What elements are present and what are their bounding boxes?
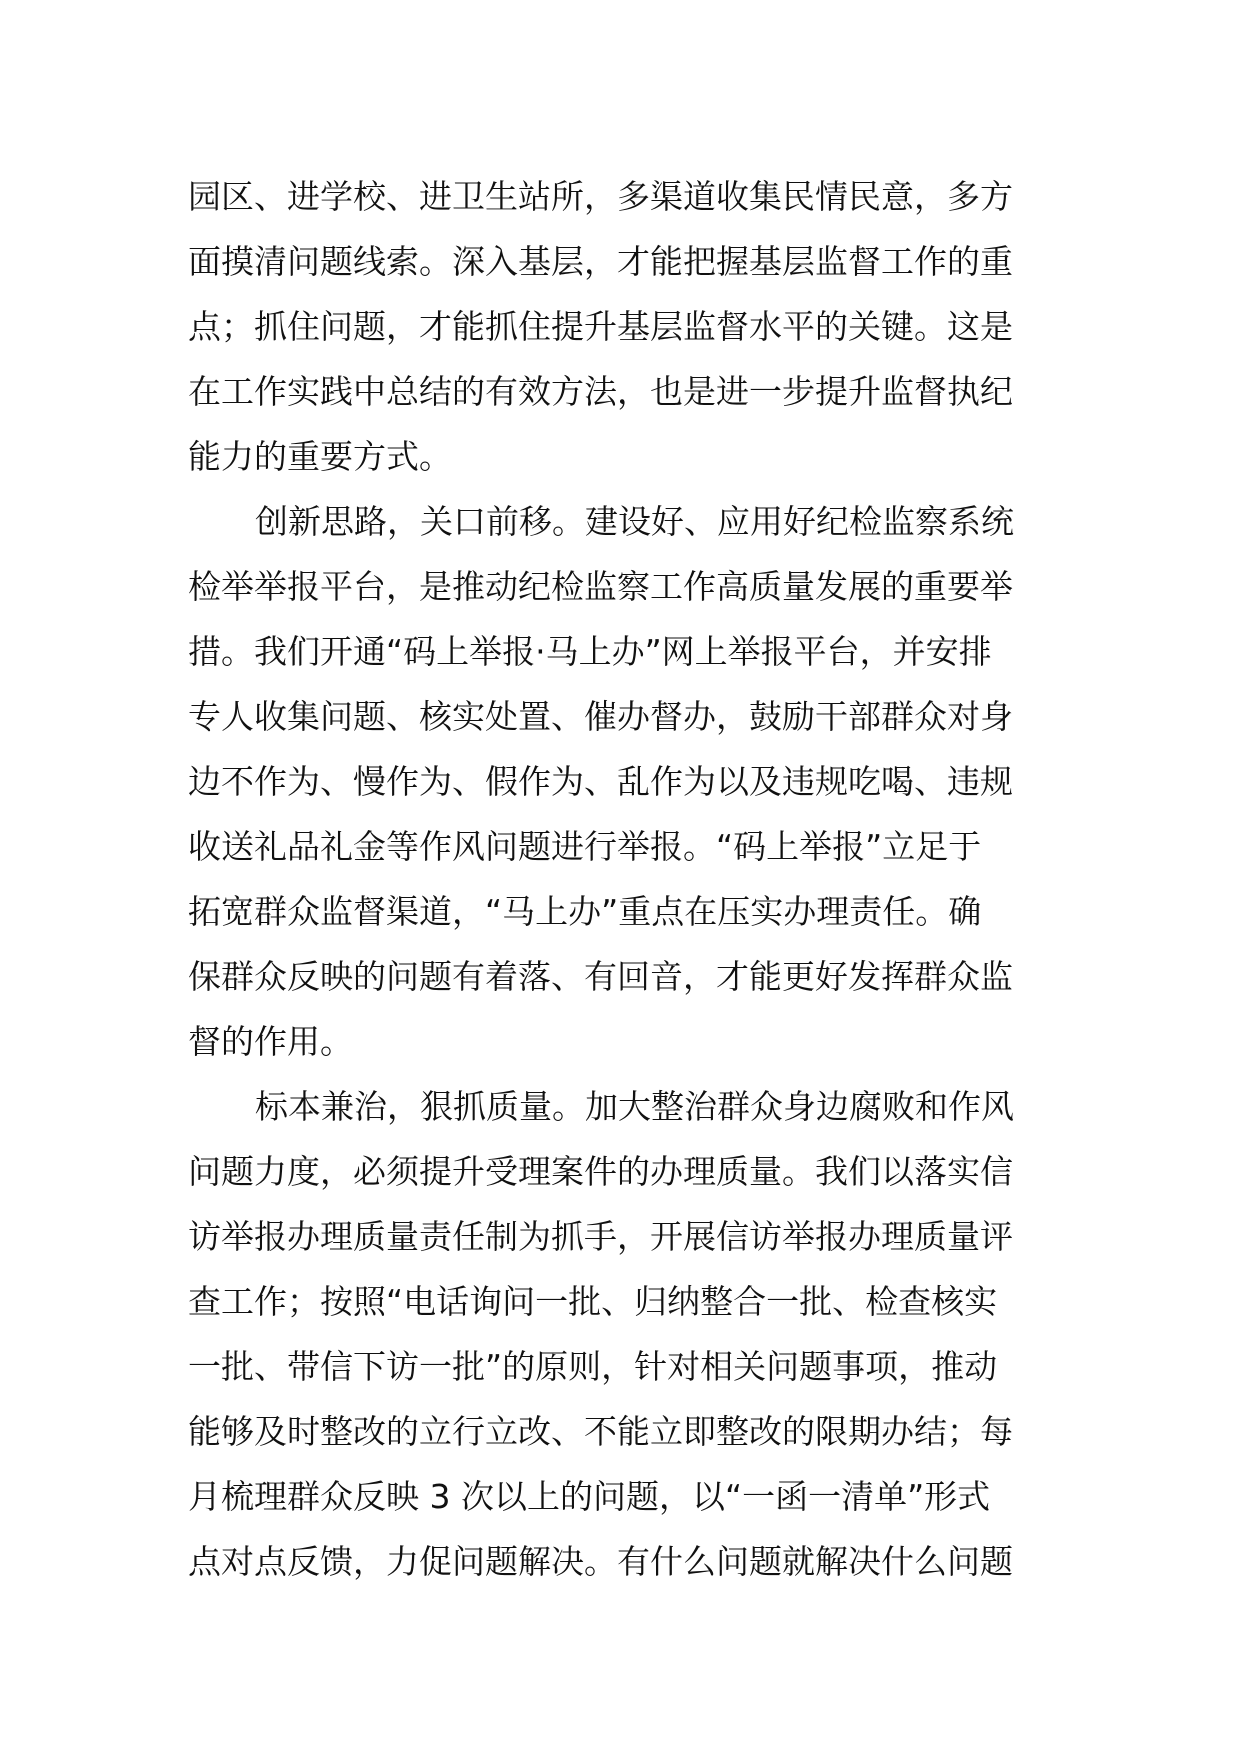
text-line: 一批、带信下访一批”的原则，针对相关问题事项，推动 [188,1347,998,1386]
paragraph-3 [188,1074,1058,1594]
text-line: 检举举报平台，是推动纪检监察工作高质量发展的重要举 [188,567,1013,606]
text-line: 督的作用。 [188,1022,353,1061]
text-line: 在工作实践中总结的有效方法，也是进一步提升监督执纪 [188,372,1013,411]
text-line: 园区、进学校、进卫生站所，多渠道收集民情民意，多方 [188,177,1013,216]
text-line: 问题力度，必须提升受理案件的办理质量。我们以落实信 [188,1152,1013,1191]
paragraph-1 [188,164,1058,489]
text-line: 能力的重要方式。 [188,437,452,476]
text-line: 访举报办理质量责任制为抓手，开展信访举报办理质量评 [188,1217,1013,1256]
text-line: 点；抓住问题，才能抓住提升基层监督水平的关键。这是 [188,307,1013,346]
paragraph-2 [188,489,1058,1074]
text-line: 收送礼品礼金等作风问题进行举报。“码上举报”立足于 [188,827,982,866]
body-text [188,164,1058,1594]
text-line: 拓宽群众监督渠道，“马上办”重点在压实办理责任。确 [188,892,982,931]
text-line: 面摸清问题线索。深入基层，才能把握基层监督工作的重 [188,242,1013,281]
text-line: 标本兼治，狠抓质量。加大整治群众身边腐败和作风 [255,1087,1014,1126]
text-line: 月梳理群众反映 3 次以上的问题，以“一函一清单”形式 [188,1477,991,1516]
text-line: 专人收集问题、核实处置、催办督办，鼓励干部群众对身 [188,697,1013,736]
text-line: 边不作为、慢作为、假作为、乱作为以及违规吃喝、违规 [188,762,1013,801]
text-line: 查工作；按照“电话询问一批、归纳整合一批、检查核实 [188,1282,998,1321]
text-line: 措。我们开通“码上举报·马上办”网上举报平台，并安排 [188,632,992,671]
text-line: 能够及时整改的立行立改、不能立即整改的限期办结；每 [188,1412,1013,1451]
text-line: 创新思路，关口前移。建设好、应用好纪检监察系统 [255,502,1014,541]
text-line: 保群众反映的问题有着落、有回音，才能更好发挥群众监 [188,957,1013,996]
text-line: 点对点反馈，力促问题解决。有什么问题就解决什么问题 [188,1542,1013,1581]
